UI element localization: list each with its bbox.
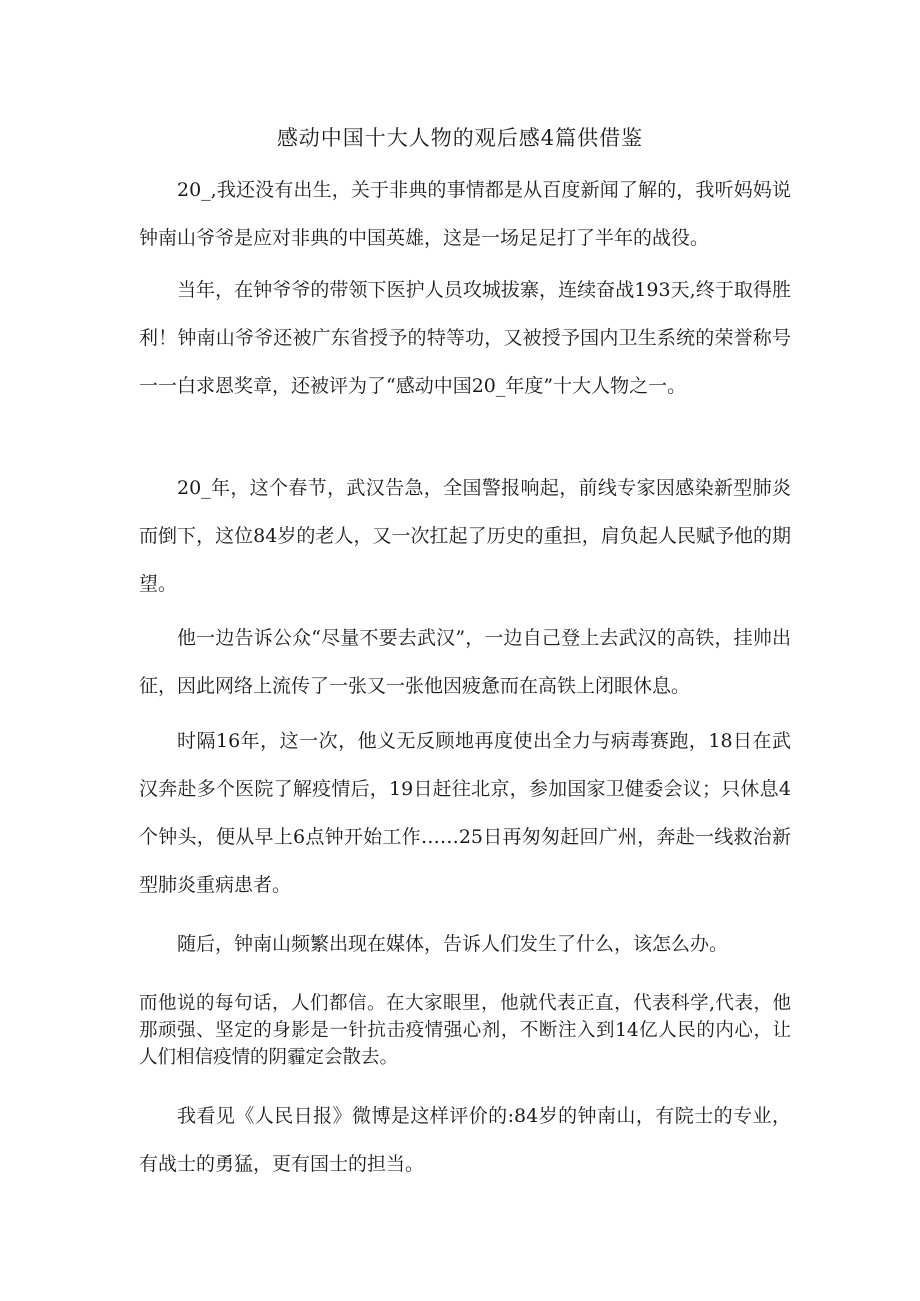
paragraph-7: 而他说的每句话，人们都信。在大家眼里，他就代表正直，代表科学,代表，他那顽强、坚定的身影是一针抗击疫情强心剂，不断注入到14亿人民的内心，让人们相信疫情的阴霾定会散去。 xyxy=(139,993,791,1068)
paragraph-3: 20_年，这个春节，武汉告急，全国警报响起，前线专家因感染新型肺炎而倒下，这位84岁的老人，又一次扛起了历史的重担，肩负起人民赋予他的期望。 xyxy=(139,477,791,595)
paragraph-2: 当年，在钟爷爷的带领下医护人员攻城拔寨，连续奋战193天,终于取得胜利！钟南山爷爷还被广东省授予的特等功，又被授予国内卫生系统的荣誉称号一一白求恩奖章，还被评为了“感动中国20_年度”十大人物之一。 xyxy=(139,279,791,397)
paragraph-5: 时隔16年，这一次，他义无反顾地再度使出全力与病毒赛跑，18日在武汉奔赴多个医院了解疫情后，19日赶往北京，参加国家卫健委会议；只休息4个钟头，便从早上6点钟开始工作……25日再匆匆赶回广州，奔赴一线救治新型肺炎重病患者。 xyxy=(139,730,791,896)
paragraph-1: 20_,我还没有出生，关于非典的事情都是从百度新闻了解的，我听妈妈说钟南山爷爷是应对非典的中国英雄，这是一场足足打了半年的战役。 xyxy=(139,179,791,249)
paragraph-8: 我看见《人民日报》微博是这样评价的:84岁的钟南山，有院士的专业，有战士的勇猛，更有国士的担当。 xyxy=(139,1105,791,1175)
paragraph-4: 他一边告诉公众“尽量不要去武汉”，一边自己登上去武汉的高铁，挂帅出征，因此网络上流传了一张又一张他因疲惫而在高铁上闭眼休息。 xyxy=(139,627,791,697)
document-title: 感动中国十大人物的观后感4篇供借鉴 xyxy=(276,126,644,150)
paragraph-6: 随后，钟南山频繁出现在媒体，告诉人们发生了什么，该怎么办。 xyxy=(177,933,729,955)
